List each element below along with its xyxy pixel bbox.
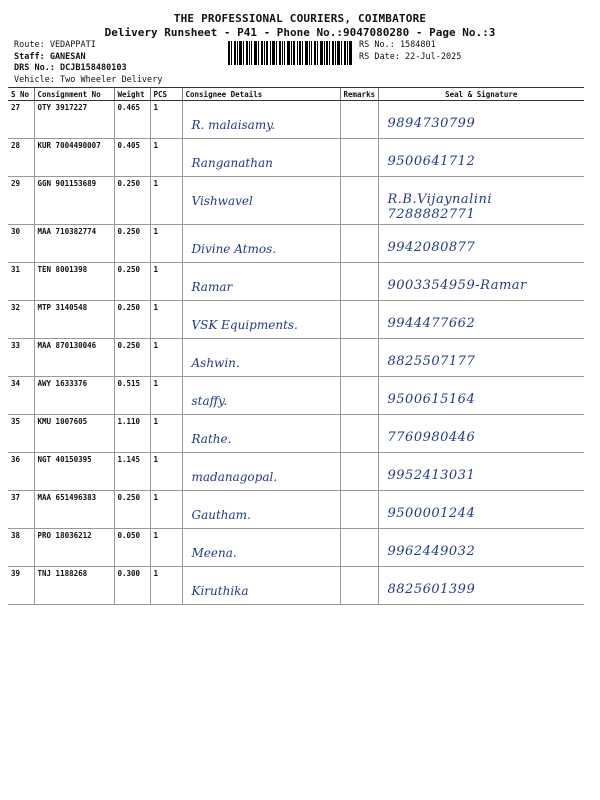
pcs-cell: 1 — [150, 377, 182, 415]
signature-handwriting: 9942080877 — [387, 240, 476, 255]
consignment-cell: MAA 870130046 — [34, 339, 114, 377]
sno-cell: 34 — [8, 377, 34, 415]
signature-handwriting: 8825507177 — [387, 354, 476, 369]
consignee-handwriting: R. malaisamy. — [191, 118, 276, 132]
consignee-handwriting: Kiruthika — [191, 584, 249, 598]
table-row — [8, 301, 584, 339]
remarks-cell — [340, 339, 378, 377]
sno-cell: 29 — [8, 177, 34, 225]
company-title: THE PROFESSIONAL COURIERS, COIMBATORE — [173, 12, 427, 25]
weight-cell: 0.405 — [114, 139, 150, 177]
signature-cell — [378, 139, 584, 177]
pcs-cell: 1 — [150, 177, 182, 225]
consignment-cell: TEN 8001398 — [34, 263, 114, 301]
weight-cell: 0.250 — [114, 177, 150, 225]
remarks-cell — [340, 567, 378, 605]
remarks-cell — [340, 491, 378, 529]
signature-handwriting: 9003354959-Ramar — [387, 278, 527, 293]
signature-handwriting: 9500615164 — [387, 392, 476, 407]
consignee-handwriting: staffy. — [191, 394, 228, 408]
signature-cell — [378, 567, 584, 605]
weight-cell: 0.250 — [114, 225, 150, 263]
table-row — [8, 377, 584, 415]
rs-date: RS Date: 22-Jul-2025 — [359, 51, 462, 62]
sno-cell: 38 — [8, 529, 34, 567]
consignee-cell — [182, 339, 340, 377]
runsheet-info — [359, 40, 461, 63]
signature-cell — [378, 177, 584, 225]
consignment-cell: NGT 40150395 — [34, 453, 114, 491]
consignment-cell: OTY 3917227 — [34, 101, 114, 139]
consignee-handwriting: Ranganathan — [191, 156, 273, 170]
consignee-cell — [182, 377, 340, 415]
consignee-cell — [182, 101, 340, 139]
col-consignment-no: Consignment No — [34, 88, 114, 101]
signature-handwriting: 9500641712 — [387, 154, 476, 169]
sno-cell: 30 — [8, 225, 34, 263]
consignee-handwriting: Gautham. — [191, 508, 251, 522]
vehicle-label: Vehicle: Two Wheeler Delivery — [14, 74, 163, 85]
consignment-cell: AWY 1633376 — [34, 377, 114, 415]
signature-cell — [378, 263, 584, 301]
consignment-cell: MAA 710382774 — [34, 225, 114, 263]
col-remarks: Remarks — [340, 88, 378, 101]
sno-cell: 31 — [8, 263, 34, 301]
table-row — [8, 529, 584, 567]
sno-cell: 35 — [8, 415, 34, 453]
signature-handwriting: 9962449032 — [387, 544, 476, 559]
sno-cell: 28 — [8, 139, 34, 177]
delivery-table — [8, 87, 584, 605]
signature-cell — [378, 377, 584, 415]
consignee-handwriting: Vishwavel — [191, 194, 253, 208]
remarks-cell — [340, 177, 378, 225]
consignment-cell: GGN 901153689 — [34, 177, 114, 225]
remarks-cell — [340, 263, 378, 301]
signature-cell — [378, 491, 584, 529]
consignee-cell — [182, 301, 340, 339]
barcode-image — [228, 41, 352, 65]
consignee-cell — [182, 529, 340, 567]
signature-cell — [378, 225, 584, 263]
consignment-cell: MTP 3140548 — [34, 301, 114, 339]
consignee-handwriting: Divine Atmos. — [191, 242, 277, 256]
weight-cell: 0.050 — [114, 529, 150, 567]
sno-cell: 32 — [8, 301, 34, 339]
signature-cell — [378, 453, 584, 491]
staff-label: Staff: GANESAN — [14, 51, 86, 62]
rs-number: RS No.: 1584801 — [359, 40, 436, 50]
table-row — [8, 453, 584, 491]
route-info — [14, 40, 162, 86]
remarks-cell — [340, 301, 378, 339]
consignee-cell — [182, 139, 340, 177]
weight-cell: 0.300 — [114, 567, 150, 605]
consignee-cell — [182, 415, 340, 453]
consignee-cell — [182, 225, 340, 263]
consignee-cell — [182, 453, 340, 491]
sno-cell: 27 — [8, 101, 34, 139]
signature-cell — [378, 415, 584, 453]
consignee-cell — [182, 177, 340, 225]
consignee-cell — [182, 491, 340, 529]
pcs-cell: 1 — [150, 529, 182, 567]
col-seal-signature: Seal & Signature — [378, 88, 584, 101]
weight-cell: 0.465 — [114, 101, 150, 139]
table-row — [8, 225, 584, 263]
pcs-cell: 1 — [150, 301, 182, 339]
signature-cell — [378, 301, 584, 339]
consignment-cell: KUR 7004490007 — [34, 139, 114, 177]
runsheet-subtitle: Delivery Runsheet - P41 - Phone No.:9047080280 - Page No.:3 — [104, 26, 496, 39]
table-row — [8, 339, 584, 377]
weight-cell: 0.250 — [114, 491, 150, 529]
sno-cell: 33 — [8, 339, 34, 377]
remarks-cell — [340, 139, 378, 177]
consignment-cell: PRO 18036212 — [34, 529, 114, 567]
signature-handwriting: 9894730799 — [387, 116, 476, 131]
signature-handwriting: 8825601399 — [387, 582, 476, 597]
weight-cell: 0.250 — [114, 301, 150, 339]
signature-cell — [378, 101, 584, 139]
consignee-handwriting: VSK Equipments. — [191, 318, 298, 332]
signature-handwriting: R.B.Vijaynalini 7288882771 — [387, 192, 493, 222]
consignment-cell: MAA 651496383 — [34, 491, 114, 529]
sno-cell: 39 — [8, 567, 34, 605]
col-weight: Weight — [114, 88, 150, 101]
col-pcs: PCS — [150, 88, 182, 101]
table-row — [8, 567, 584, 605]
table-row — [8, 139, 584, 177]
col-sno: S No — [8, 88, 34, 101]
document-header — [0, 12, 600, 39]
pcs-cell: 1 — [150, 101, 182, 139]
table-row — [8, 263, 584, 301]
remarks-cell — [340, 225, 378, 263]
consignee-handwriting: madanagopal. — [191, 470, 278, 484]
consignee-cell — [182, 263, 340, 301]
signature-handwriting: 9500001244 — [387, 506, 476, 521]
consignee-handwriting: Meena. — [191, 546, 237, 560]
weight-cell: 0.515 — [114, 377, 150, 415]
route-label: Route: VEDAPPATI — [14, 40, 96, 50]
pcs-cell: 1 — [150, 339, 182, 377]
signature-cell — [378, 529, 584, 567]
signature-handwriting: 7760980446 — [387, 430, 476, 445]
pcs-cell: 1 — [150, 567, 182, 605]
pcs-cell: 1 — [150, 453, 182, 491]
consignee-handwriting: Rathe. — [191, 432, 232, 446]
drs-number: DRS No.: DCJB158480103 — [14, 63, 127, 73]
pcs-cell: 1 — [150, 139, 182, 177]
signature-handwriting: 9952413031 — [387, 468, 476, 483]
sno-cell: 37 — [8, 491, 34, 529]
pcs-cell: 1 — [150, 263, 182, 301]
consignee-handwriting: Ashwin. — [191, 356, 240, 370]
table-row — [8, 177, 584, 225]
col-consignee-details: Consignee Details — [182, 88, 340, 101]
remarks-cell — [340, 453, 378, 491]
signature-cell — [378, 339, 584, 377]
table-row — [8, 101, 584, 139]
signature-handwriting: 9944477662 — [387, 316, 476, 331]
remarks-cell — [340, 377, 378, 415]
remarks-cell — [340, 529, 378, 567]
table-row — [8, 491, 584, 529]
remarks-cell — [340, 415, 378, 453]
weight-cell: 0.250 — [114, 339, 150, 377]
pcs-cell: 1 — [150, 225, 182, 263]
weight-cell: 0.250 — [114, 263, 150, 301]
remarks-cell — [340, 101, 378, 139]
table-header-row — [8, 88, 584, 101]
pcs-cell: 1 — [150, 491, 182, 529]
consignee-handwriting: Ramar — [191, 280, 233, 294]
weight-cell: 1.145 — [114, 453, 150, 491]
consignment-cell: KMU 1007605 — [34, 415, 114, 453]
weight-cell: 1.110 — [114, 415, 150, 453]
table-row — [8, 415, 584, 453]
consignee-cell — [182, 567, 340, 605]
sno-cell: 36 — [8, 453, 34, 491]
consignment-cell: TNJ 1188268 — [34, 567, 114, 605]
pcs-cell: 1 — [150, 415, 182, 453]
